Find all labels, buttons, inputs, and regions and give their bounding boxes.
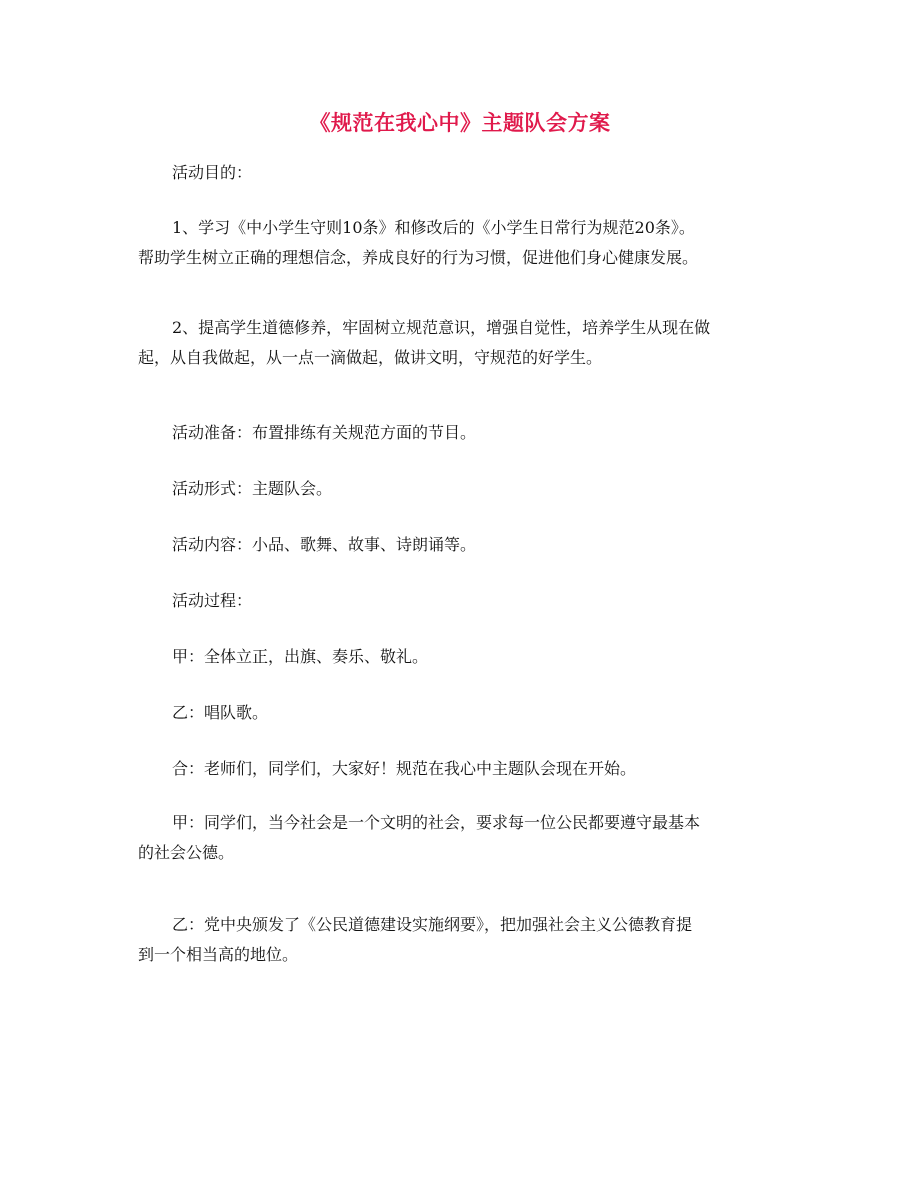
paragraph-line: 活动准备：布置排练有关规范方面的节目。 [172, 423, 477, 442]
paragraph-line: 起，从自我做起，从一点一滴做起，做讲文明，守规范的好学生。 [138, 348, 603, 367]
document-title: 《规范在我心中》主题队会方案 [309, 111, 611, 135]
paragraph-10 [138, 754, 782, 784]
paragraph-8 [138, 642, 782, 672]
paragraph-line: 活动过程： [172, 591, 253, 610]
paragraph-5 [138, 474, 782, 504]
paragraph-line: 乙：唱队歌。 [172, 703, 269, 722]
paragraph-line: 帮助学生树立正确的理想信念，养成良好的行为习惯，促进他们身心健康发展。 [138, 248, 699, 267]
paragraph-line: 到一个相当高的地位。 [138, 945, 299, 964]
paragraph-line: 1、学习《中小学生守则10条》和修改后的《小学生日常行为规范20条》。 [172, 218, 695, 237]
paragraph-12 [138, 910, 782, 970]
paragraph-line: 乙：党中央颁发了《公民道德建设实施纲要》，把加强社会主义公德教育提 [172, 915, 693, 934]
paragraph-3 [138, 313, 782, 373]
paragraph-line: 活动内容：小品、歌舞、故事、诗朗诵等。 [172, 535, 477, 554]
paragraph-7 [138, 586, 782, 616]
paragraph-6 [138, 530, 782, 560]
paragraph-11 [138, 808, 782, 868]
paragraph-line: 合：老师们，同学们，大家好！规范在我心中主题队会现在开始。 [172, 759, 637, 778]
paragraph-1 [138, 158, 782, 188]
paragraph-line: 的社会公德。 [138, 843, 235, 862]
paragraph-line: 甲：全体立正，出旗、奏乐、敬礼。 [172, 647, 429, 666]
paragraph-9 [138, 698, 782, 728]
paragraph-4 [138, 418, 782, 448]
paragraph-2 [138, 213, 782, 273]
paragraph-line: 活动目的： [172, 163, 253, 182]
paragraph-line: 甲：同学们，当今社会是一个文明的社会，要求每一位公民都要遵守最基本 [172, 813, 701, 832]
paragraph-line: 2、提高学生道德修养，牢固树立规范意识，增强自觉性，培养学生从现在做 [172, 318, 711, 337]
paragraph-line: 活动形式：主题队会。 [172, 479, 333, 498]
